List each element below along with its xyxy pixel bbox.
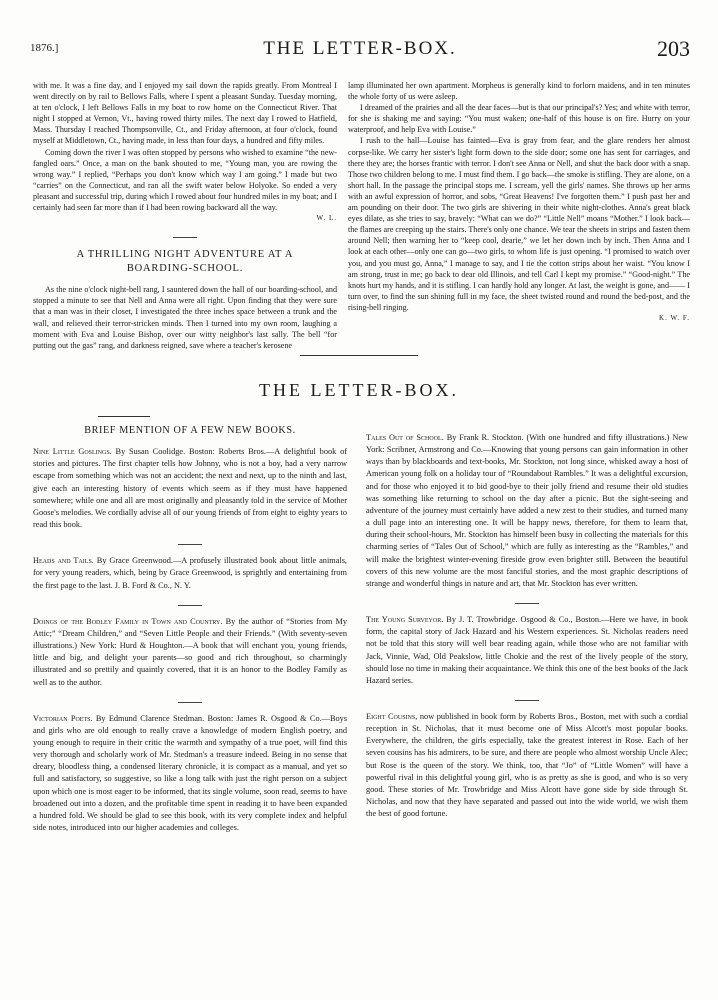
article-signature: K. W. F. bbox=[659, 313, 690, 322]
page-number: 203 bbox=[657, 36, 690, 61]
divider bbox=[515, 603, 539, 604]
book-review: Victorian Poets. By Edmund Clarence Stedman. Boston: James R. Osgood & Co.—Boys and girls who are old enough to really crave a knowledge of modern English poetry, and young enough to require in their critic the warmth and sympathy of a true poet, will find this very thorough and scholarly work of Mr. Stedman's a treasure indeed. Being in no sense that dreary, bloodless thing, a condensed literary chronicle, it is compact as a manual, and yet so full and satisfactory, so suggestive, so like a long talk with just the right person on a subject upon which one is most eager to be informed, that its single volume, soon read, seems to have broadened out into a dozen, and the profitable time spent in reading it to have been expanded a hundred fold. We should be glad to see this book, with its very complete index and helpful side notes, introduced into our higher academies and colleges. bbox=[33, 713, 348, 833]
letter-signature: W. L. bbox=[316, 214, 337, 223]
article-title: A THRILLING NIGHT ADVENTURE AT A BOARDING-SCHOOL. bbox=[76, 249, 294, 275]
section-title: THE LETTER-BOX. bbox=[259, 380, 459, 400]
books-left-column bbox=[33, 425, 347, 834]
divider bbox=[515, 700, 539, 701]
section-rule bbox=[98, 416, 150, 417]
books-heading: BRIEF MENTION OF A FEW NEW BOOKS. bbox=[84, 425, 296, 436]
top-left-column bbox=[33, 80, 337, 351]
running-head bbox=[30, 36, 690, 62]
book-review: The Young Surveyor. By J. T. Trowbridge. Osgood & Co., Boston.—Here we have, in book form, the capital story of Jack Hazard and his Western experiences. St. Nicholas readers need not be told that this story will well bear reading again, while those who are not familiar with Jack, Vinnie, Wad, Old Peakslow, little Chokie and the rest of the lively people of the story, should lose no time in making their acquaintance. We think this one of the best books of the Jack Hazard series. bbox=[366, 615, 688, 685]
divider bbox=[178, 702, 202, 703]
book-review: Doings of the Bodley Family in Town and Country. By the author of “Stories from My Attic;” “Dream Children,” and “Seven Little People and their Friends.” (With seventy-seven illustrations.) New York: Hurd & Houghton.—A book that will enchant you, young friends, little and big, and delight your parents—so good and rich throughout, so charmingly illustrated and so prettily and quaintly covered, that it is an honor to the Bodley Family as well as to the author. bbox=[33, 616, 347, 687]
divider bbox=[178, 605, 202, 606]
book-review: Eight Cousins, now published in book form by Roberts Bros., Boston, met with such a cordial reception in St. Nicholas, that it must become one of Miss Alcott's most popular books. Everywhere, the children, the girls especially, take the greatest interest in Rose. Each of her seven cousins has his admirers, to be sure, and there are people who almost worship Uncle Alec; but Rose is the queen of the story. We think, too, that “Jo” of “Little Women” will have a powerful rival in this delightful young girl, who is as pretty as she is good, and who is so very good. These stories of Mr. Trowbridge and Miss Alcott have gone side by side through St. Nicholas, and now that they have separated and passed out into the wide world, we wish them the best of good fortune. bbox=[366, 711, 689, 819]
issue-year: 1876.] bbox=[30, 42, 59, 54]
section-rule bbox=[300, 355, 418, 356]
letter-paragraph: with me. It was a fine day, and I enjoyed my sail down the rapids greatly. From Montreal I went directly on by rail to Bellows Falls, where I spent a pleasant Sunday. Tuesday morning, at ten o'clock, I left Bellows Falls in my boat to row home on the Connecticut River. That night I stopped at Vernon, Vt., having rowed thirty miles. The next day I rowed to Hatfield, Mass. Thursday I reached Thompsonville, Ct., and Friday afternoon, at four o'clock, found myself at Middletown, Ct., having made, in less than four days, a hundred and fifty miles. bbox=[33, 81, 337, 146]
article-paragraph: I dreamed of the prairies and all the dear faces—but is that our principal's? Yes; and white with terror, for she is shaking me and saying: “You must waken; one-half of this house is on fire. Hurry on your waterproof, and help Eva with Louise.” bbox=[348, 103, 690, 135]
running-title: THE LETTER-BOX. bbox=[263, 38, 457, 59]
book-review: Nine Little Goslings. By Susan Coolidge. Boston: Roberts Bros.—A delightful book of stories and pictures. The first chapter tells how Johnny, who is not a boy, had a very narrow escape from something which was not an accident; the next and next, up to the ninth and last, give each an interesting history of events which seem as if they must have happened somewhere; while one and all are most originally and pleasantly told in the service of Mother Goose's melodies. We cordially advise all of our young friends of from eight to eighty years to read this book. bbox=[33, 447, 347, 530]
books-right-column bbox=[366, 432, 688, 820]
article-paragraph: As the nine o'clock night-bell rang, I sauntered down the hall of our boarding-school, and stopped a minute to see that Nell and Anna were all right. Upon finding that they were sure that a man was in their closet, I investigated the three inches space between a trunk and the wall, and relieved their terror-stricken minds. Then I turned into my own room, laughing a moment with Eva and Louise Bishop, over our witty neighbor's last sally. The bell “for putting out the gas” rang, and darkness reigned, save where a teacher's kerosene bbox=[33, 285, 337, 350]
divider bbox=[178, 544, 202, 545]
divider bbox=[173, 237, 197, 238]
article-paragraph: I rush to the hall—Louise has fainted—Eva is gray from fear, and the glare renders her almost corpse-like. We carry her sister's light form down to the side door; some one has sent for carriages, and there they are; the horses frantic with terror. I don't see Anna or Nell, and shut the back door with a snap. Those two children belong to me. I must find them. I go back—the smoke is stifling. They are alone, on a short hall. In the passage the principal stops me. I scream, yell the girls' names. She throws up her arms with an awful expression of horror, and sobs, “Great Heavens! I've forgotten them.” I push past her and am pounding on their door. The two girls are shivering in their white night-clothes. Anna's great black eyes dilate, as she tries to say, bravely: “What can we do?” “Little Nell” moans “Mother.” I look back—the flames are creeping up the stairs. There's only one chance. We tear the sheets in strips and fasten them around Nell; then warning her to “keep cool, dearie,” we let her down inch by inch. Then Anna and I look at each other—only one can go—two girls, to whom life is just opening. “I promised to watch over you, and you must go, Anna,” I manage to say, and I tie the cotton strips about her waist. “You know I am strong, trust in me; go back to dear old Illinois, and tell Carl I kept my promise.” “Good-night.” The knots hurt my hands, and it is stifling. I can hardly hold any longer. At last, the weight is gone, and—— I turn over, to find the sun shining full in my face, the sheet twisted round and round the bed-post, and the rising-bell ringing. bbox=[348, 136, 690, 312]
book-review: Heads and Tails. By Grace Greenwood.—A profusely illustrated book about little animals, for very young readers, which, being by Grace Greenwood, is sprightly and entertaining from the first page to the last. J. B. Ford & Co., N. Y. bbox=[33, 556, 347, 590]
book-review: Tales Out of School. By Frank R. Stockton. (With one hundred and fifty illustrations.) New York: Scribner, Armstrong and Co.—Knowing that young persons can gain information in other ways than by blackboards and text-books, Mr. Stockton, not long since, whisked away a host of American young folk on a holiday tour of “Roundabout Rambles.” It was a delightful excursion, and for those who enjoyed it to bid good-bye to their jolly friend and resume their old studies was something like returning to school on the day after a picnic. But the sight-seeing and adventure of the journey must certainly have added a new zest to their studies, and turned many a dull page into an interesting one. It will be happy news, therefore, for them to learn that, during their school-hours, Mr. Stockton has himself been busy in collecting the materials for this charming series of “Tales Out of School,” which are fully as interesting as the “Rambles,” and will make the brightest winter-evening fireside grow even brighter still. Between the beautiful covers of this new volume are the most fanciful stories, and the most graphic descriptions of strange and wonderful things in nature and art, that Mr. Stockton has ever written. bbox=[366, 433, 689, 588]
article-paragraph: lamp illuminated her own apartment. Morpheus is generally kind to forlorn maidens, and in ten minutes the whole forty of us were asleep. bbox=[348, 81, 690, 102]
letter-paragraph: Coming down the river I was often stopped by persons who wished to examine “the new-fangled oars.” Once, a man on the bank shouted to me, “Young man, you are rowing the wrong way.” I replied, “Perhaps you don't know which way I am going.” I made but two “carries” on the Connecticut, and ran all the swift water below Holyoke. So ended a very pleasant and successful trip, during which I rowed about four hundred miles in my boat; and I certainly had seen far more than if I had been rowing backward all the way. bbox=[33, 147, 337, 213]
top-right-column bbox=[348, 80, 690, 324]
